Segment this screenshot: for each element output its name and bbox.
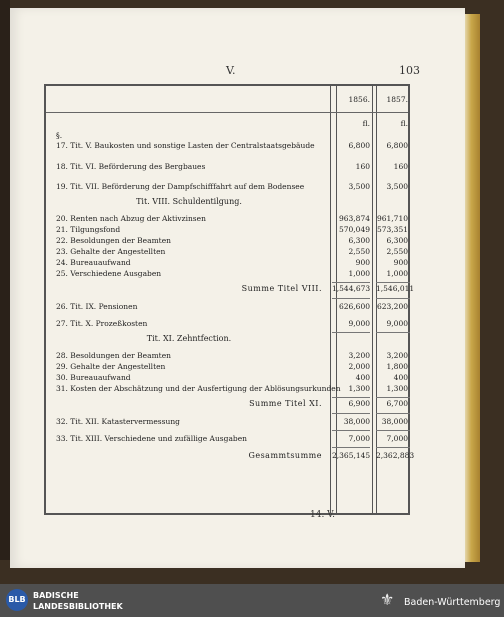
table-row: 30. Bureauaufwand 400 400 — [56, 373, 408, 382]
state-name[interactable]: Baden-Württemberg — [404, 597, 501, 608]
table-row: 24. Bureauaufwand 900 900 — [56, 258, 408, 267]
unit-2: fl. — [400, 119, 408, 128]
page-header-section: V. — [226, 64, 236, 77]
section-heading-xi: Tit. XI. Zehntfection. — [146, 334, 232, 343]
table-row: 20. Renten nach Abzug der Aktivzinsen 963,874 961,710 — [56, 214, 408, 223]
table-row: 22. Besoldungen der Beamten 6,300 6,300 — [56, 236, 408, 245]
library-name-line1: BADISCHE — [33, 591, 79, 600]
table-row: 26. Tit. IX. Pensionen 626,600 623,200 — [56, 302, 408, 311]
book-spine — [0, 0, 10, 560]
book-page — [10, 8, 465, 568]
library-name-line2: LANDESBIBLIOTHEK — [33, 602, 123, 611]
baden-wuerttemberg-crest-icon: ⚜ — [380, 590, 395, 609]
section-heading-viii: Tit. VIII. Schuldentilgung. — [136, 197, 242, 206]
table-row: 28. Besoldungen der Beamten 3,200 3,200 — [56, 351, 408, 360]
total-row: Gesammtsumme 2,365,145 2,362,883 — [248, 451, 415, 460]
unit-row — [46, 119, 408, 131]
sum-row-viii: Summe Titel VIII. 1,544,673 1,546,011 — [241, 284, 415, 293]
year-1857: 1857. — [386, 95, 408, 104]
table-row: 31. Kosten der Abschätzung und der Ausfertigung der Ablösungsurkunden 1,300 1,300 — [56, 384, 408, 393]
table-row: 19. Tit. VII. Beförderung der Dampfschifffahrt auf dem Bodensee 3,500 3,500 — [56, 182, 408, 191]
page-number: 103 — [399, 64, 420, 77]
table-row: 32. Tit. XII. Katastervermessung 38,000 38,000 — [56, 417, 408, 426]
blb-logo-icon[interactable]: BLB — [6, 589, 28, 611]
section-mark: §. — [56, 131, 63, 140]
table-row: 27. Tit. X. Prozeßkosten 9,000 9,000 — [56, 319, 408, 328]
footer-signature: 14. V. — [310, 510, 335, 520]
table-row: 33. Tit. XIII. Verschiedene und zufällige Ausgaben 7,000 7,000 — [56, 434, 408, 443]
table-row: 29. Gehalte der Angestellten 2,000 1,800 — [56, 362, 408, 371]
table-row: 25. Verschiedene Ausgaben 1,000 1,000 — [56, 269, 408, 278]
sum-row-xi: Summe Titel XI. 6,900 6,700 — [249, 399, 408, 408]
table-row: 21. Tilgungsfond 570,049 573,351 — [56, 225, 408, 234]
unit-1: fl. — [362, 119, 370, 128]
budget-table — [44, 84, 415, 515]
table-header-row — [46, 95, 408, 107]
table-row: 17. Tit. V. Baukosten und sonstige Lasten der Centralstaatsgebäude 6,800 6,800 — [56, 141, 408, 150]
table-row: 23. Gehalte der Angestellten 2,550 2,550 — [56, 247, 408, 256]
year-1856: 1856. — [348, 95, 370, 104]
table-row: 18. Tit. VI. Beförderung des Bergbaues 160 160 — [56, 162, 408, 171]
